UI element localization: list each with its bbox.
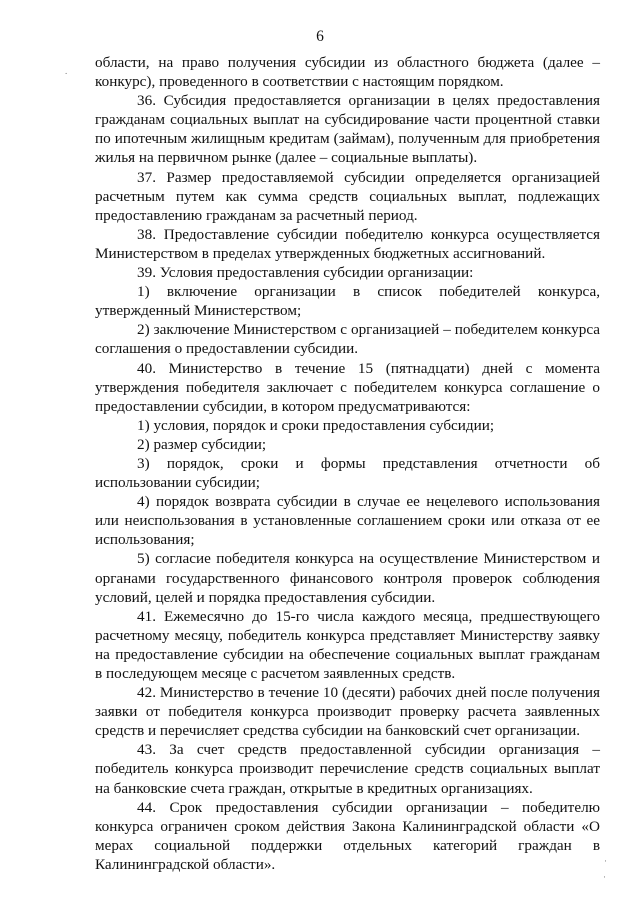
paragraph-39-item-1: 1) включение организации в список победителей конкурса, утвержденный Министерством; xyxy=(95,283,600,320)
paragraph-44: 44. Срок предоставления субсидии организации – победителю конкурса ограничен сроком действия Закона Калининградской области «О мерах социальной поддержки отдельных категорий граждан в Калининградской области». xyxy=(95,798,600,873)
paragraph-38: 38. Предоставление субсидии победителю конкурса осуществляется Министерством в пределах утвержденных бюджетных ассигнований. xyxy=(95,225,600,262)
paragraph-43: 43. За счет средств предоставленной субсидии организация – победитель конкурса производит перечисление средств социальных выплат на банковские счета граждан, открытые в кредитных организациях. xyxy=(95,741,600,797)
paragraph-40: 40. Министерство в течение 15 (пятнадцати) дней с момента утверждения победителя заключает с победителем конкурса соглашение о предоставлении субсидии, в котором предусматриваются: xyxy=(95,359,600,415)
paragraph-40-item-1: 1) условия, порядок и сроки предоставления субсидии; xyxy=(137,416,495,434)
scan-speck: · xyxy=(604,856,607,866)
scan-speck: · xyxy=(603,872,606,882)
paragraph-39-item-2: 2) заключение Министерством с организацией – победителем конкурса соглашения о предоставлении субсидии. xyxy=(95,321,600,358)
paragraph-37: 37. Размер предоставляемой субсидии определяется организацией расчетным путем как сумма средств социальных выплат, подлежащих предоставлению гражданам за расчетный период. xyxy=(95,168,600,224)
paragraph-40-item-2: 2) размер субсидии; xyxy=(137,435,267,453)
page-number: 6 xyxy=(316,28,324,45)
document-body xyxy=(95,53,600,874)
paragraph-36: 36. Субсидия предоставляется организации в целях предоставления гражданам социальных выплат на субсидирование части процентной ставки по ипотечным жилищным кредитам (займам), полученным для приобретения жилья на первичном рынке (далее – социальные выплаты). xyxy=(95,92,600,167)
paragraph-39: 39. Условия предоставления субсидии организации: xyxy=(137,264,474,282)
paragraph-40-item-3: 3) порядок, сроки и формы представления отчетности об использовании субсидии; xyxy=(95,454,600,492)
paragraph-40-item-4: 4) порядок возврата субсидии в случае ее нецелевого использования или неиспользования в установленные соглашением сроки или отказа от ее использования; xyxy=(95,493,600,549)
paragraph-41: 41. Ежемесячно до 15-го числа каждого месяца, предшествующего расчетному месяцу, победитель конкурса представляет Министерству заявку на предоставление субсидии на обеспечение социальных выплат гражданам в последующем месяце с расчетом заявленных средств. xyxy=(95,607,600,682)
paragraph-42: 42. Министерство в течение 10 (десяти) рабочих дней после получения заявки от победителя конкурса производит проверку расчета заявленных средств и перечисляет средства субсидии на банковский счет организации. xyxy=(95,684,600,740)
paragraph-continuation: области, на право получения субсидии из областного бюджета (далее – конкурс), проведенного в соответствии с настоящим порядком. xyxy=(95,54,600,91)
scan-speck: . xyxy=(65,66,68,76)
paragraph-40-item-5: 5) согласие победителя конкурса на осуществление Министерством и органами государственного финансового контроля проверок соблюдения условий, целей и порядка предоставления субсидии. xyxy=(95,550,600,606)
